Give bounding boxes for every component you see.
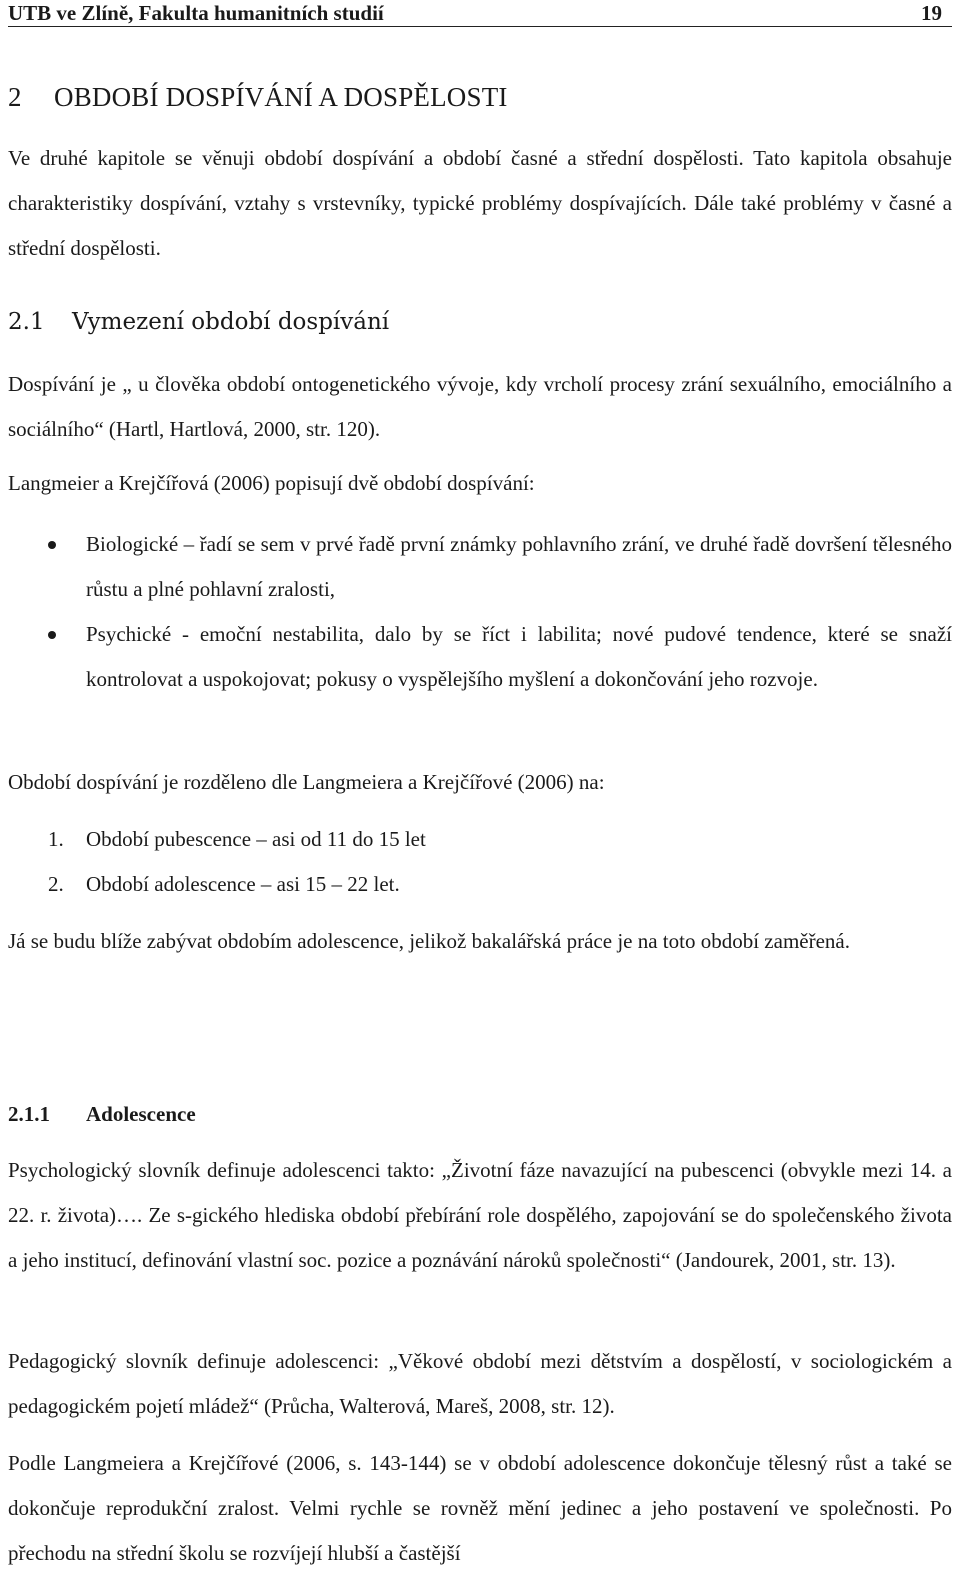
dospivani-periods-list [8,522,952,702]
definition-paragraph: Dospívání je „ u člověka období ontogenetického vývoje, kdy vrcholí procesy zrání sexuálního, emociálního a sociálního“ (Hartl, Hartlová, 2000, str. 120). [8,372,952,441]
list-item [8,522,952,612]
langmeier-paragraph: Podle Langmeiera a Krejčířové (2006, s. 143-144) se v období adolescence dokončuje tělesný růst a také se dokončuje reprodukční zralost. Velmi rychle se rovněž mění jedinec a jeho postavení ve společnosti. Po přechodu na střední školu se rozvíjejí hlubší a častější [8,1451,952,1565]
list-marker: 1. [48,827,64,851]
list-item-text: Psychické - emoční nestabilita, dalo by se říct i labilita; nové pudové tendence, které se snaží kontrolovat a uspokojovat; pokusy o vyspělejšího myšlení a dokončování jeho rozvoje. [86,622,952,691]
ped-dictionary-paragraph: Pedagogický slovník definuje adolescenci: „Věkové období mezi dětstvím a dospělostí, v sociologickém a pedagogickém pojetí mládež“ (Průcha, Walterová, Mareš, 2008, str. 12). [8,1349,952,1418]
section-title: Vymezení období dospívání [72,309,390,335]
header-institution: UTB ve Zlíně, Fakulta humanitních studií [8,1,384,25]
division-numbered-list [8,817,952,907]
subsection-heading [8,1100,952,1128]
focus-paragraph: Já se budu blíže zabývat obdobím adolescence, jelikož bakalářská práce je na toto období zaměřená. [8,929,850,953]
psych-dictionary-paragraph: Psychologický slovník definuje adolescenci takto: „Životní fáze navazující na pubescenci (obvykle mezi 14. a 22. r. života)…. Ze s-gického hlediska období přebírání role dospělého, zapojování se do společenského života a jeho institucí, definování vlastní soc. pozice a poznávání nároků společnosti“ (Jandourek, 2001, str. 13). [8,1158,952,1272]
chapter-number: 2 [8,82,22,112]
section-heading [8,307,952,337]
list-item [8,817,952,862]
running-header [8,0,952,27]
subsection-number: 2.1.1 [8,1102,50,1126]
list-item-text: Období adolescence – asi 15 – 22 let. [86,872,400,896]
document-page [8,0,952,1572]
division-intro-paragraph: Období dospívání je rozděleno dle Langmeiera a Krejčířové (2006) na: [8,770,605,794]
chapter-title: OBDOBÍ DOSPÍVÁNÍ A DOSPĚLOSTI [54,82,508,112]
section-number: 2.1 [8,309,45,335]
periods-intro-paragraph: Langmeier a Krejčířová (2006) popisují dvě období dospívání: [8,471,535,495]
chapter-heading [8,80,952,114]
list-item [8,612,952,702]
subsection-title: Adolescence [86,1102,196,1126]
intro-paragraph: Ve druhé kapitole se věnuji období dospívání a období časné a střední dospělosti. Tato kapitola obsahuje charakteristiky dospívání, vztahy s vrstevníky, typické problémy dospívajících. Dále také problémy v časné a střední dospělosti. [8,146,952,260]
list-item [8,862,952,907]
list-item-text: Období pubescence – asi od 11 do 15 let [86,827,426,851]
bullet-icon [48,631,56,639]
list-marker: 2. [48,872,64,896]
list-item-text: Biologické – řadí se sem v prvé řadě první známky pohlavního zrání, ve druhé řadě dovršení tělesného růstu a plné pohlavní zralosti, [86,532,952,601]
bullet-icon [48,541,56,549]
header-page-number: 19 [921,1,942,25]
